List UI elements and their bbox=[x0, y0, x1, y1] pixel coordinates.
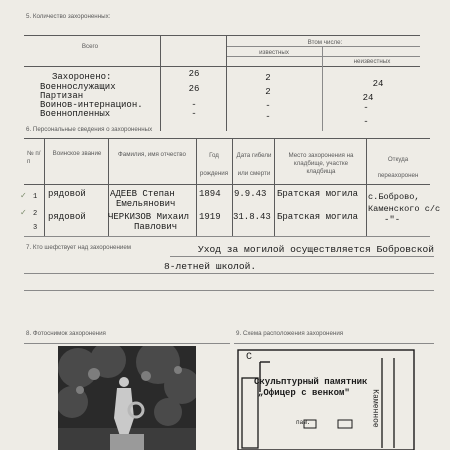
checkmark-icon: ✓ bbox=[20, 208, 27, 217]
monument-label-2: „Офицер с венком" bbox=[258, 388, 350, 398]
patron-underline-3 bbox=[24, 290, 434, 291]
col-header-rank: Воинское звание bbox=[52, 150, 102, 157]
row2-name-line1: ЧЕРКИЗОВ Михаил bbox=[108, 212, 190, 222]
row-unknown-pow: - bbox=[363, 117, 369, 127]
patron-underline-2 bbox=[24, 273, 434, 274]
table5-divider-3 bbox=[322, 46, 323, 131]
row-total-internationalists: - bbox=[191, 100, 197, 110]
table5-sub-line2 bbox=[226, 56, 420, 57]
section5-heading: 5. Количество захороненных: bbox=[26, 13, 111, 20]
row2-name-line2: Павлович bbox=[134, 222, 178, 232]
row-label-partisans: Партизан bbox=[40, 91, 84, 101]
row-total-partisans: 26 bbox=[188, 84, 200, 94]
row-label-buried: Захоронено: bbox=[52, 72, 112, 82]
table5-divider-2 bbox=[226, 35, 227, 131]
col-header-name: Фамилия, имя отчество bbox=[118, 151, 186, 158]
section8-frame-top bbox=[24, 343, 230, 344]
col-header-birth-2: рождения bbox=[199, 170, 229, 177]
table5-divider-1 bbox=[160, 35, 161, 131]
header-known: известных bbox=[259, 49, 289, 56]
road-label: Каменное bbox=[370, 389, 380, 428]
table6-col-1 bbox=[44, 138, 45, 236]
row-label-servicemen: Военнослужащих bbox=[40, 82, 116, 92]
row1-death: 9.9.43 bbox=[234, 189, 267, 199]
col-header-death-2: или смерти bbox=[237, 170, 271, 177]
patron-text-line2: 8-летней школой. bbox=[164, 261, 257, 272]
section9-heading: 9. Схема расположения захоронения bbox=[236, 330, 344, 337]
row-unknown-partisans: 24 bbox=[362, 93, 374, 103]
memorial-photo bbox=[58, 346, 196, 450]
col-header-origin-2: переахоронен bbox=[377, 172, 419, 179]
table6-col-3 bbox=[196, 138, 197, 236]
row2-place: Братская могила bbox=[277, 212, 359, 222]
table6-top-line bbox=[24, 138, 430, 139]
row-total-pow: - bbox=[191, 109, 197, 119]
col-header-no: № п/п bbox=[27, 150, 41, 165]
row2-origin: Каменского с/с bbox=[368, 204, 441, 214]
row-known-internationalists: - bbox=[265, 101, 271, 111]
row1-origin: с.Боброво, bbox=[368, 192, 420, 202]
row1-rank: рядовой bbox=[48, 189, 86, 199]
col-header-death-1: Дата гибели bbox=[236, 152, 272, 159]
col-header-origin-1: Откуда bbox=[387, 156, 409, 163]
row1-birth: 1894 bbox=[199, 189, 221, 199]
header-unknown: неизвестных bbox=[353, 58, 391, 65]
patron-underline-1 bbox=[170, 256, 434, 257]
row-known-partisans: 2 bbox=[265, 87, 271, 97]
row1-place: Братская могила bbox=[277, 189, 359, 199]
section9-frame-top bbox=[234, 343, 434, 344]
ditto-mark: -"- bbox=[384, 215, 401, 225]
row-unknown-internationalists: - bbox=[363, 103, 369, 113]
row1-name-line1: АДЕЕВ Степан bbox=[110, 189, 175, 199]
table6-header-bottom bbox=[24, 184, 430, 185]
pedestal bbox=[110, 434, 144, 450]
row1-name-line2: Емельянович bbox=[116, 199, 176, 209]
table6-col-5 bbox=[274, 138, 275, 236]
table6-bottom-line bbox=[24, 236, 430, 237]
location-scheme bbox=[236, 348, 416, 450]
patron-text-line1: Уход за могилой осуществляется Бобровской bbox=[198, 244, 435, 255]
row-known-buried: 2 bbox=[265, 73, 271, 83]
checkmark-icon: ✓ bbox=[20, 191, 27, 200]
col-header-birth-1: Год bbox=[209, 152, 219, 159]
row2-birth: 1919 bbox=[199, 212, 221, 222]
table5-sub-line1 bbox=[226, 46, 420, 47]
section8-heading: 8. Фотоснимок захоронения bbox=[26, 330, 106, 337]
road bbox=[382, 358, 394, 448]
row-known-pow: - bbox=[265, 112, 271, 122]
row1-no: 1 bbox=[33, 193, 38, 201]
table6-col-6 bbox=[366, 138, 367, 236]
row2-no: 2 bbox=[33, 210, 38, 218]
scheme-box-label: пам. bbox=[296, 419, 311, 426]
table5-top-line bbox=[24, 35, 420, 36]
row-label-internationalists: Воинов-интернацион. bbox=[40, 100, 143, 110]
row-total-buried: 26 bbox=[188, 69, 200, 79]
section7-heading: 7. Кто шефствует над захоронением bbox=[26, 244, 132, 251]
row-label-pow: Военнопленных bbox=[40, 109, 111, 119]
monument-label-1: Скульптурный памятник bbox=[254, 377, 368, 387]
col-header-place: Место захоронения на кладбище, участке кладбища bbox=[288, 152, 354, 175]
row2-death: 31.8.43 bbox=[233, 212, 271, 222]
row2-rank: рядовой bbox=[48, 212, 86, 222]
header-including: Втом числе: bbox=[307, 39, 343, 46]
section6-heading: 6. Персональные сведения о захороненных bbox=[26, 126, 153, 133]
north-letter: С bbox=[246, 352, 253, 363]
header-total: Всего bbox=[81, 43, 99, 50]
row3-no: 3 bbox=[33, 224, 38, 232]
row-unknown-buried: 24 bbox=[372, 79, 384, 89]
table5-header-bottom bbox=[24, 66, 420, 67]
